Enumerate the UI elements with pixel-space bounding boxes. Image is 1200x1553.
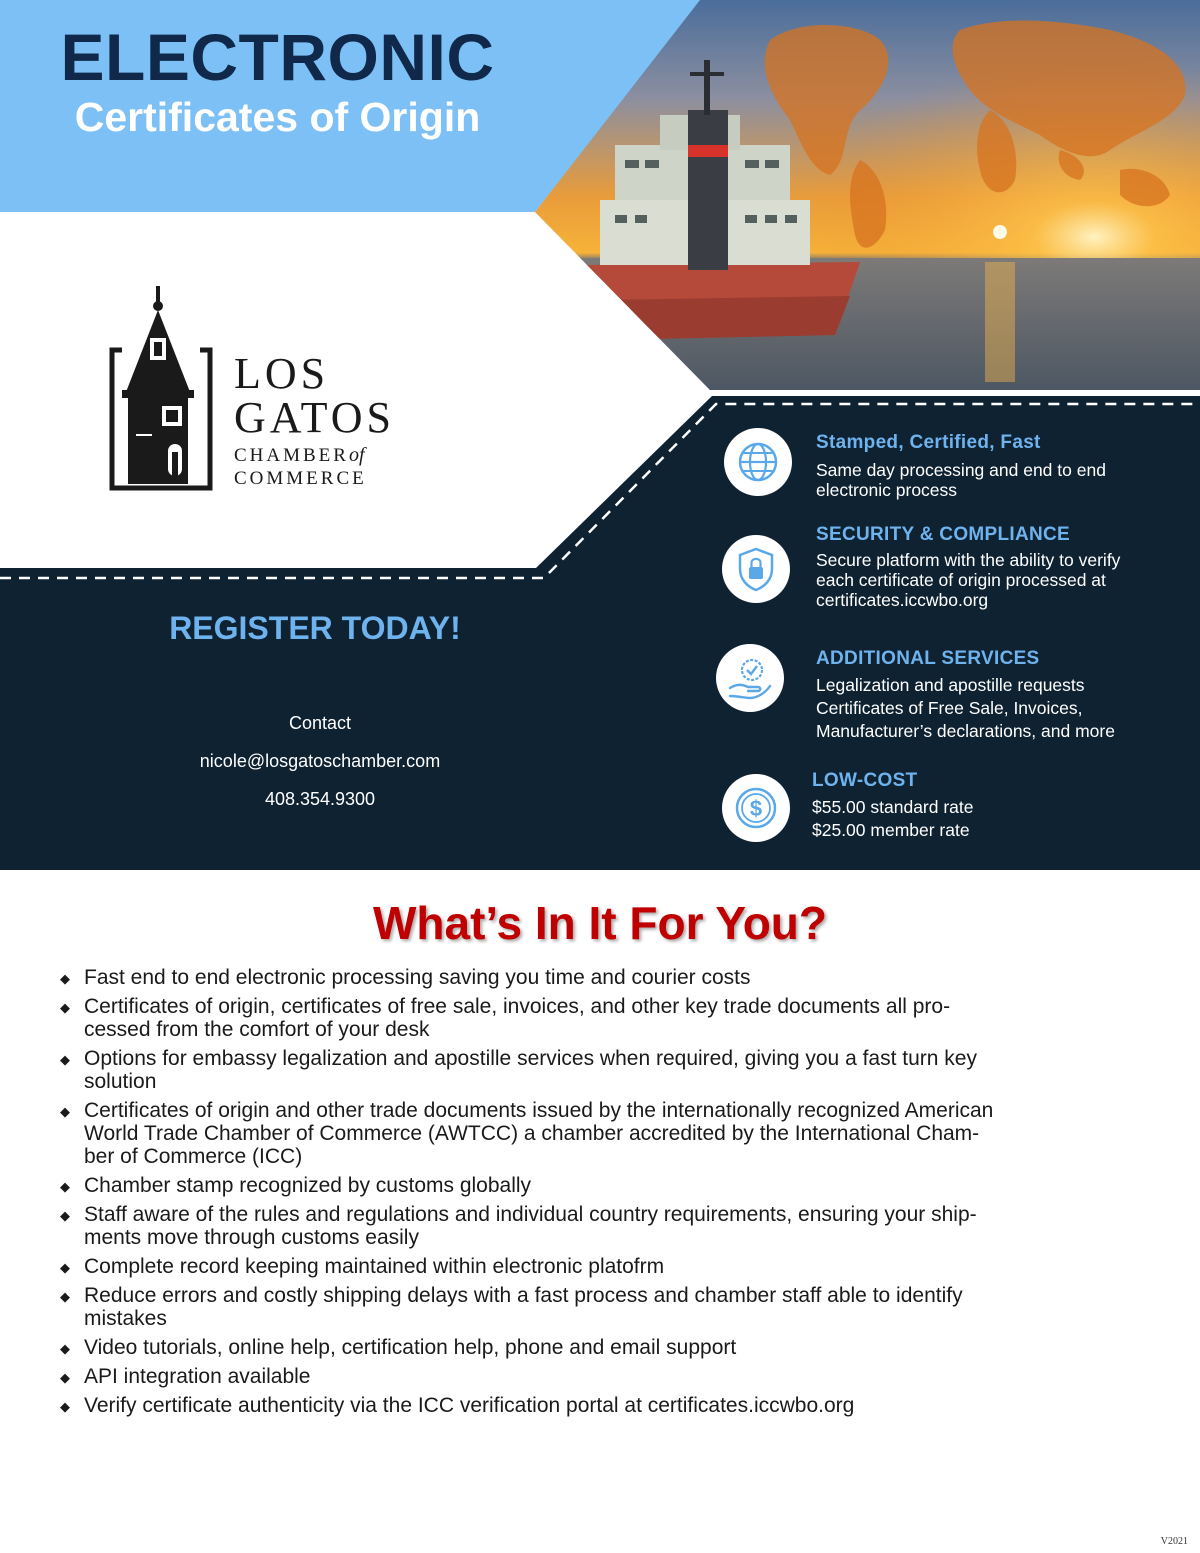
benefit-text-line: Complete record keeping maintained within electronic platofrm	[84, 1255, 665, 1278]
dollar-coin-icon	[722, 774, 790, 842]
logo-chamber-word: CHAMBER	[234, 445, 349, 466]
benefits-list	[60, 966, 1140, 1423]
benefit-text-line: mistakes	[84, 1307, 167, 1330]
benefit-text-line: Fast end to end electronic processing saving you time and courier costs	[84, 966, 751, 989]
page-subtitle: Certificates of Origin	[74, 94, 481, 140]
contact-label: Contact	[288, 713, 352, 733]
globe-icon	[724, 428, 792, 496]
diamond-bullet-icon: ◆	[60, 1000, 70, 1015]
contact-phone[interactable]: 408.354.9300	[264, 789, 376, 809]
benefit-item	[60, 995, 1140, 1041]
shield-lock-icon	[722, 535, 790, 603]
diamond-bullet-icon: ◆	[60, 1260, 70, 1275]
feature-desc	[816, 550, 1120, 610]
feature-desc	[816, 460, 1106, 500]
benefit-text-line: Verify certificate authenticity via the ICC verification portal at certificates.iccwbo.org	[84, 1394, 855, 1417]
diamond-bullet-icon: ◆	[60, 1179, 70, 1194]
feature-desc	[812, 796, 974, 842]
benefit-item	[60, 1336, 1140, 1359]
logo-line-chamber	[234, 444, 365, 467]
benefit-text-line: Reduce errors and costly shipping delays with a fast process and chamber staff able to identify	[84, 1284, 963, 1307]
chamber-logo	[108, 284, 428, 494]
benefit-text-line: Certificates of origin and other trade documents issued by the internationally recognized American	[84, 1099, 994, 1122]
diamond-bullet-icon: ◆	[60, 1104, 70, 1119]
benefit-text-line: Options for embassy legalization and apostille services when required, giving you a fast turn key	[84, 1047, 977, 1070]
feature-desc-line: Manufacturer’s declarations, and more	[816, 721, 1115, 741]
benefit-text-line: ments move through customs easily	[84, 1226, 419, 1249]
feature-title: Stamped, Certified, Fast	[816, 432, 1041, 453]
feature-title: SECURITY & COMPLIANCE	[816, 524, 1071, 545]
logo-line-commerce: COMMERCE	[234, 468, 367, 489]
benefit-item	[60, 1394, 1140, 1417]
diamond-bullet-icon: ◆	[60, 1208, 70, 1223]
benefit-text-line: Certificates of origin, certificates of free sale, invoices, and other key trade documents all pro-	[84, 995, 951, 1018]
feature-title: LOW-COST	[812, 770, 918, 791]
benefit-item	[60, 966, 1140, 989]
benefit-text-line: cessed from the comfort of your desk	[84, 1018, 430, 1041]
feature-desc-line: Legalization and apostille requests	[816, 675, 1085, 695]
feature-desc-line: $25.00 member rate	[812, 820, 970, 840]
feature-desc-line: each certificate of origin processed at	[816, 570, 1106, 590]
benefit-text-line: Staff aware of the rules and regulations and individual country requirements, ensuring your ship-	[84, 1203, 977, 1226]
benefit-text-line: Chamber stamp recognized by customs globally	[84, 1174, 532, 1197]
contact-email[interactable]: nicole@losgatoschamber.com	[199, 751, 441, 771]
contact-block	[130, 712, 510, 826]
feature-additional-services	[720, 644, 1180, 744]
feature-stamped	[720, 428, 1180, 518]
benefit-item	[60, 1099, 1140, 1168]
feature-desc-line: $55.00 standard rate	[812, 797, 974, 817]
benefit-item	[60, 1284, 1140, 1330]
feature-security	[720, 520, 1180, 620]
logo-line-los: LOS	[234, 349, 330, 398]
benefit-item	[60, 1203, 1140, 1249]
feature-desc-line: Certificates of Free Sale, Invoices,	[816, 698, 1083, 718]
benefit-item	[60, 1365, 1140, 1388]
benefit-text-line: API integration available	[84, 1365, 311, 1388]
page-title: ELECTRONIC	[60, 20, 495, 94]
diamond-bullet-icon: ◆	[60, 971, 70, 986]
logo-line-gatos: GATOS	[234, 393, 396, 442]
benefit-text-line: Video tutorials, online help, certification help, phone and email support	[84, 1336, 737, 1359]
feature-desc-line: Same day processing and end to end	[816, 460, 1106, 480]
diamond-bullet-icon: ◆	[60, 1289, 70, 1304]
benefit-item	[60, 1255, 1140, 1278]
svg-text:$: $	[749, 796, 763, 821]
register-heading: REGISTER TODAY!	[169, 610, 461, 646]
benefit-text-line: ber of Commerce (ICC)	[84, 1145, 303, 1168]
feature-desc-line: Secure platform with the ability to verify	[816, 550, 1121, 570]
feature-desc-line: electronic process	[816, 480, 958, 500]
diamond-bullet-icon: ◆	[60, 1052, 70, 1067]
diamond-bullet-icon: ◆	[60, 1399, 70, 1414]
feature-title: ADDITIONAL SERVICES	[816, 648, 1040, 669]
logo-of-script: of	[348, 444, 365, 466]
benefit-text-line: solution	[84, 1070, 157, 1093]
feature-desc-line: certificates.iccwbo.org	[816, 590, 989, 610]
feature-desc	[816, 674, 1115, 743]
benefits-heading: What’s In It For You?	[372, 897, 827, 949]
feature-low-cost	[720, 766, 1180, 846]
diamond-bullet-icon: ◆	[60, 1370, 70, 1385]
benefit-item	[60, 1047, 1140, 1093]
benefit-text-line: World Trade Chamber of Commerce (AWTCC) a chamber accredited by the International Cham-	[84, 1122, 980, 1145]
version-label: V2021	[1160, 1536, 1188, 1547]
tower-icon	[108, 284, 218, 494]
benefit-item	[60, 1174, 1140, 1197]
hand-badge-icon	[716, 644, 784, 712]
diamond-bullet-icon: ◆	[60, 1341, 70, 1356]
